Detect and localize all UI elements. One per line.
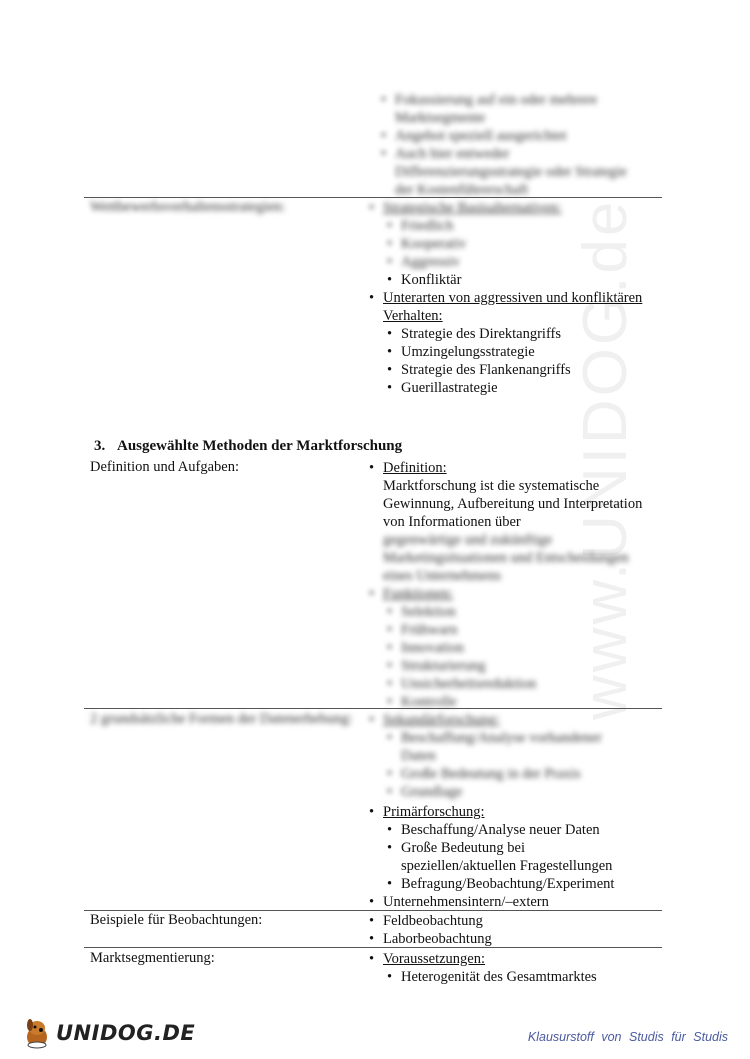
row-label: 2 grundsätzliche Formen der Datenerhebung: [90, 711, 353, 727]
list-item: • Fokussierung auf ein oder mehrere Marktsegmente [381, 91, 631, 127]
section-title [94, 438, 402, 455]
list-item: • Innovation [369, 639, 659, 657]
definition-text-blurred: gegenwärtige und zukünftige Marketingsituationen und Entscheidungen eines Unternehmens [383, 532, 629, 584]
list-item: • Angebot speziell ausgerichtet [381, 127, 631, 145]
row-label: Beispiele für Beobachtungen: [90, 912, 263, 928]
row-divider [84, 197, 662, 198]
list-item: • Große Bedeutung bei speziellen/aktuellen Fragestellungen [369, 839, 641, 875]
basis-heading: Strategische Basisalternativen: [383, 200, 562, 216]
list-item: • Umzingelungsstrategie [369, 343, 659, 361]
row-label: Definition und Aufgaben: [90, 459, 240, 475]
row-label: Wettbewerbsverhaltensstrategien: [90, 199, 286, 215]
list-item: • Selektion [369, 603, 659, 621]
list-item: • Strategie des Flankenangriffs [369, 361, 659, 379]
sekundaer-heading: Sekundärforschung: [383, 712, 500, 728]
list-item: • Unsicherheitsreduktion [369, 675, 659, 693]
list-item: • Laborbeobachtung [369, 930, 659, 948]
row-label: Marktsegmentierung: [90, 950, 215, 966]
definition-text: Marktforschung ist die systematische Gewinnung, Aufbereitung und Interpretation von Informationen über [383, 478, 643, 530]
list-item: • Friedlich [369, 217, 659, 235]
primaer-heading: Primärforschung: [383, 804, 485, 820]
list-item: • Konfliktär [369, 271, 659, 289]
list-item: • Beschaffung/Analyse vorhandener Daten [369, 729, 631, 765]
watermark: www.UNIDOG.de [571, 198, 640, 720]
section-number: 3. [94, 438, 106, 454]
list-item: • Strukturierung [369, 657, 659, 675]
voraussetzungen-heading: Voraussetzungen: [383, 951, 486, 967]
section-title-text: Ausgewählte Methoden der Marktforschung [117, 438, 403, 454]
footer-tagline: Klausurstoff von Studis für Studis [527, 1030, 728, 1044]
dog-icon [22, 1017, 52, 1049]
list-item: • Beschaffung/Analyse neuer Daten [369, 821, 659, 839]
list-item: • Grundlage [369, 783, 659, 801]
logo-text: UNIDOG.DE [56, 1021, 196, 1045]
list-item: • Große Bedeutung in der Praxis [369, 765, 659, 783]
list-item: • Frühwarn [369, 621, 659, 639]
list-item: • Kontrolle [369, 693, 659, 711]
list-item: • Heterogenität des Gesamtmarktes [369, 968, 659, 986]
list-item: • Guerillastrategie [369, 379, 659, 397]
funktionen-heading: Funktionen: [383, 586, 454, 602]
row-divider [84, 708, 662, 709]
list-item: • Unternehmensintern/–extern [369, 893, 659, 911]
list-item: • Auch hier entweder Differenzierungsstrategie oder Strategie der Kostenführerschaft [381, 145, 631, 199]
unterarten-heading: Unterarten von aggressiven und konfliktären Verhalten: [383, 290, 643, 324]
definition-heading: Definition: [383, 460, 447, 476]
footer-logo[interactable] [22, 1016, 195, 1050]
list-item: • Feldbeobachtung [369, 912, 659, 930]
list-item: • Aggressiv [369, 253, 659, 271]
list-item: • Strategie des Direktangriffs [369, 325, 659, 343]
list-item: • Kooperativ [369, 235, 659, 253]
list-item: • Befragung/Beobachtung/Experiment [369, 875, 659, 893]
row-divider [84, 947, 662, 948]
row-divider [84, 910, 662, 911]
